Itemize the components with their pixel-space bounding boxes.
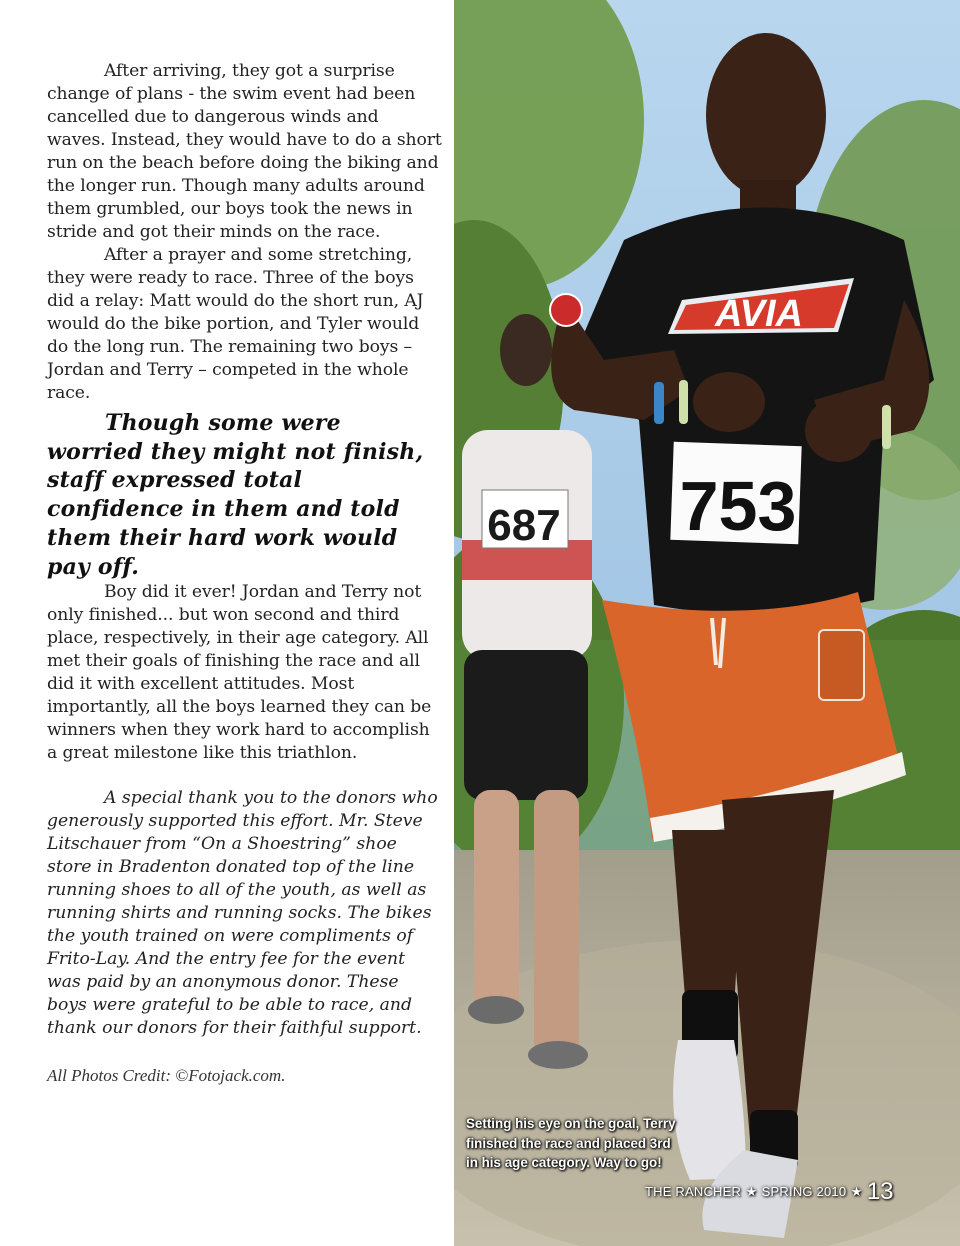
article-paragraph: Boy did it ever! Jordan and Terry not only finished... but won second and third place, respectively, in their age category. All met their goals of finishing the race and all did it with excellent attitudes. Most importantly, all the boys learned they can be winners when they work hard to accomplish a great milestone like this triathlon. [47, 582, 432, 764]
article-paragraph: After arriving, they got a surprise change of plans - the swim event had been cancelled due to dangerous winds and waves. Instead, they would have to do a short run on the beach before doing the biking and the longer run. Though many adults around them grumbled, our boys took the news in stride and got their minds on the race. [47, 61, 442, 242]
magazine-name: THE RANCHER [645, 1184, 742, 1199]
runner-photo [454, 0, 960, 1246]
star-icon: ★ [850, 1184, 863, 1199]
background-bib-number: 687 [487, 501, 561, 550]
page-footer [645, 1178, 915, 1206]
front-bib-number: 753 [679, 467, 797, 545]
pull-quote: Though some were worried they might not finish, staff expressed total confidence in them and told them their hard work would pay off. [47, 410, 424, 580]
issue-label: SPRING 2010 [761, 1184, 847, 1199]
thank-you-note: A special thank you to the donors who generously supported this effort. Mr. Steve Litschauer from “On a Shoestring” shoe store in Bradenton donated top of the line running shoes to all of the youth, as well as running shirts and running socks. The bikes the youth trained on were compliments of Frito-Lay. And the entry fee for the event was paid by an anonymous donor. These boys were grateful to be able to race, and thank our donors for their faithful support. [47, 788, 438, 1039]
article-paragraph: After a prayer and some stretching, they were ready to race. Three of the boys did a relay: Matt would do the short run, AJ would do the bike portion, and Tyler would do the long run. The remaining two boys – Jordan and Terry – competed in the whole race. [47, 245, 424, 403]
photo-credit: All Photos Credit: ©Fotojack.com. [47, 1066, 286, 1086]
article-column [47, 60, 442, 1086]
page-number: 13 [866, 1178, 894, 1205]
photo-caption: Setting his eye on the goal, Terry finished the race and placed 3rd in his age category. Way to go! [466, 1116, 676, 1170]
shirt-logo: AVIA [715, 293, 803, 335]
star-icon: ★ [745, 1184, 758, 1199]
